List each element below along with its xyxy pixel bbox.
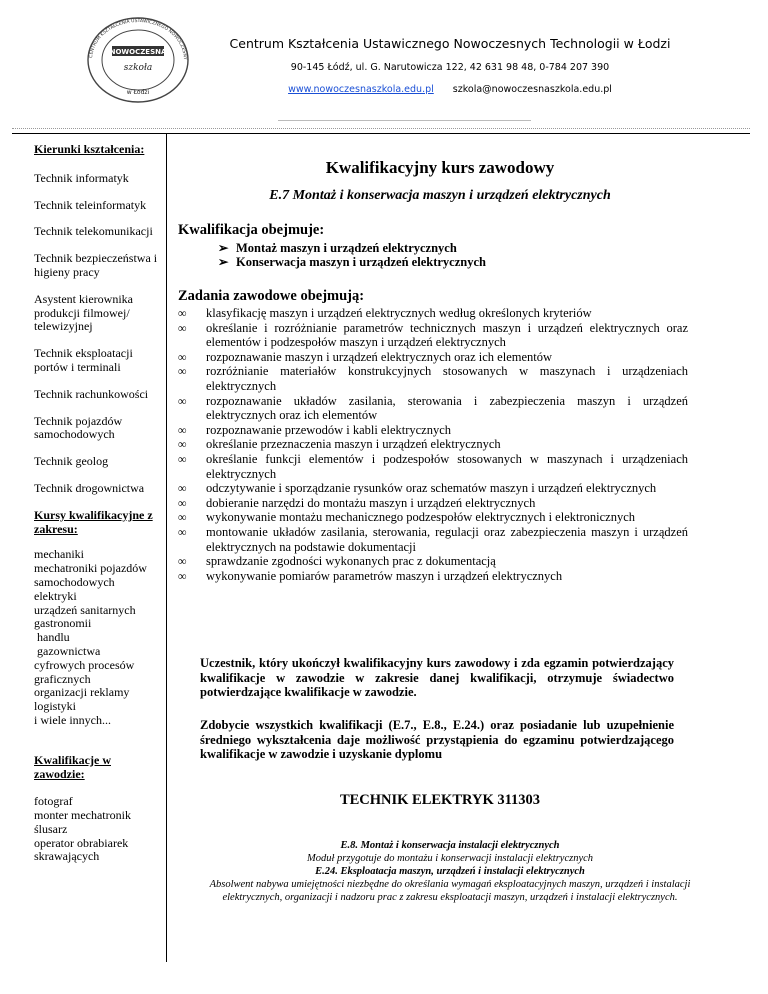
arrow-bullet-icon: ➢ — [218, 255, 229, 269]
infinity-bullet-icon: ∞ — [178, 495, 187, 510]
list-item-text: wykonywanie pomiarów parametrów maszyn i urządzeń elektrycznych — [206, 568, 563, 583]
qualification-item: monter mechatronik — [34, 808, 131, 823]
course-item: mechaniki — [34, 547, 84, 562]
header-rule — [12, 133, 750, 134]
course-item: i wiele innych... — [34, 712, 111, 727]
institution-name: Centrum Kształcenia Ustawicznego Nowoczesnych Technologii w Łodzi — [229, 36, 671, 51]
infinity-bullet-icon: ∞ — [178, 306, 187, 320]
course-item: gazownictwa — [34, 643, 101, 658]
list-item — [178, 394, 688, 423]
direction-item: Technik pojazdów samochodowych — [34, 413, 123, 442]
course-item: gastronomii — [34, 616, 92, 631]
list-item-text: rozpoznawanie układów zasilania, sterowania i zabezpieczenia maszyn i urządzeń elektrycznych oraz ich elementów — [206, 393, 688, 423]
qualification-heading: Kwalifikacja obejmuje: — [178, 222, 325, 238]
qualification-item: ślusarz — [34, 821, 68, 836]
direction-item: Asystent kierownika produkcji filmowej/ telewizyjnej — [34, 291, 133, 334]
list-item-text: klasyfikację maszyn i urządzeń elektrycznych według określonych kryteriów — [206, 306, 592, 320]
infinity-bullet-icon: ∞ — [178, 568, 187, 583]
list-item — [218, 241, 486, 255]
list-item-text: Montaż maszyn i urządzeń elektrycznych — [236, 241, 457, 255]
course-subtitle: E.7 Montaż i konserwacja maszyn i urządzeń elektrycznych — [269, 188, 611, 203]
direction-item: Technik informatyk — [34, 170, 129, 185]
direction-item: Technik drogownictwa — [34, 480, 145, 495]
list-item — [178, 569, 688, 584]
course-item: logistyki — [34, 699, 77, 714]
direction-item: Technik teleinformatyk — [34, 197, 147, 212]
infinity-bullet-icon: ∞ — [178, 554, 187, 569]
list-item — [178, 554, 688, 569]
infinity-bullet-icon: ∞ — [178, 524, 187, 539]
profession-title: TECHNIK ELEKTRYK 311303 — [339, 792, 541, 808]
list-item-text: Konserwacja maszyn i urządzeń elektrycznych — [236, 255, 486, 269]
list-item-text: określanie i rozróżnianie parametrów technicznych maszyn i urządzeń elektrycznych oraz elementów i podzespołów maszyn i urządzeń elektrycznych — [206, 320, 688, 350]
qualification-item: fotograf — [34, 794, 73, 809]
direction-item: Technik eksploatacji portów i terminali — [34, 346, 133, 374]
header-dotted-rule — [12, 128, 750, 129]
list-item — [178, 452, 688, 481]
infinity-bullet-icon: ∞ — [178, 481, 187, 496]
tasks-list — [178, 306, 688, 583]
course-item: mechatroniki pojazdów samochodowych — [34, 561, 147, 589]
list-item — [178, 364, 688, 393]
sidebar-divider — [166, 134, 167, 962]
directions-heading: Kierunki kształcenia: — [34, 142, 145, 156]
list-item — [178, 496, 688, 511]
list-item — [178, 437, 688, 452]
list-item — [178, 525, 688, 554]
courses-heading: Kursy kwalifikacyjne z zakresu: — [34, 507, 153, 536]
infinity-bullet-icon: ∞ — [178, 393, 187, 408]
list-item — [178, 423, 688, 438]
e8-title: E.8. Montaż i konserwacja instalacji elektrycznych — [340, 840, 560, 851]
email-text: szkola@nowoczesnaszkola.edu.pl — [452, 84, 612, 95]
tasks-heading: Zadania zawodowe obejmują: — [178, 288, 365, 304]
list-item-text: rozróżnianie materiałów konstrukcyjnych stosowanych w maszynach i urządzeniach elektrycznych — [206, 364, 688, 393]
qualifications-heading: Kwalifikacje w zawodzie: — [34, 752, 111, 781]
list-item-text: odczytywanie i sporządzanie rysunków oraz schematów maszyn i urządzeń elektrycznych — [206, 481, 657, 496]
course-item: elektryki — [34, 588, 77, 603]
e8-description: Moduł przygotuje do montażu i konserwacji instalacji elektrycznych — [306, 853, 594, 864]
course-item: organizacji reklamy — [34, 685, 130, 700]
list-item — [178, 510, 688, 525]
list-item — [178, 481, 688, 496]
infinity-bullet-icon: ∞ — [178, 510, 187, 525]
e24-description: Absolwent nabywa umiejętności niezbędne do określania wymagań eksploatacyjnych maszyn, urządzeń i instalacji elektrycznych, organizacji i nadzoru prac z zakresu eksploatacji maszyn, urządzeń i instalacji elektrycznych. — [209, 879, 691, 903]
infinity-bullet-icon: ∞ — [178, 437, 187, 452]
infinity-bullet-icon: ∞ — [178, 364, 187, 379]
list-item — [178, 306, 688, 321]
institution-address: 90-145 Łódź, ul. G. Narutowicza 122, 42 631 98 48, 0-784 207 390 — [290, 62, 610, 73]
e24-title: E.24. Eksploatacja maszyn, urządzeń i instalacji elektrycznych — [315, 866, 585, 877]
arrow-bullet-icon: ➢ — [218, 241, 229, 255]
sidebar — [34, 143, 160, 864]
infinity-bullet-icon: ∞ — [178, 451, 187, 466]
header-short-rule — [278, 120, 531, 121]
certificate-paragraph: Uczestnik, który ukończył kwalifikacyjny kurs zawodowy i zda egzamin potwierdzający kwalifikacje w zawodzie w zakresie danej kwalifikacji, otrzymuje świadectwo potwierdzające kwalifikacje w zawodzie. — [200, 656, 674, 700]
list-item-text: sprawdzanie zgodności wykonanych prac z dokumentacją — [206, 554, 496, 569]
course-item: cyfrowych procesów graficznych — [34, 657, 135, 686]
qualification-item: operator obrabiarek skrawających — [34, 835, 129, 864]
infinity-bullet-icon: ∞ — [178, 320, 187, 335]
school-logo — [82, 14, 194, 106]
infinity-bullet-icon: ∞ — [178, 349, 187, 364]
course-item: handlu — [34, 630, 70, 645]
direction-item: Technik geolog — [34, 454, 109, 469]
logo-line1: NOWOCZESNA — [109, 48, 167, 56]
list-item-text: rozpoznawanie przewodów i kabli elektrycznych — [206, 422, 452, 437]
list-item — [218, 255, 486, 269]
list-item-text: montowanie układów zasilania, sterowania, regulacji oraz zabezpieczenia maszyn i urządzeń elektrycznych na podstawie dokumentacji — [206, 524, 688, 554]
direction-item: Technik rachunkowości — [34, 386, 149, 401]
list-item — [178, 321, 688, 350]
list-item-text: określanie przeznaczenia maszyn i urządzeń elektrycznych — [206, 437, 501, 452]
course-item: urządzeń sanitarnych — [34, 602, 136, 617]
website-link[interactable]: www.nowoczesnaszkola.edu.pl — [288, 84, 434, 95]
list-item — [178, 350, 688, 365]
diploma-paragraph: Zdobycie wszystkich kwalifikacji (E.7., E.8., E.24.) oraz posiadanie lub uzupełnienie średniego wykształcenia daje możliwość przystąpienia do egzaminu potwierdzającego kwalifikacje w zawodzie i uzyskanie dyplomu — [200, 718, 674, 762]
logo-city: w Łodzi — [126, 89, 150, 96]
direction-item: Technik bezpieczeństwa i higieny pracy — [34, 251, 158, 279]
qualification-list — [218, 241, 486, 269]
contact-links — [200, 84, 700, 95]
list-item-text: rozpoznawanie maszyn i urządzeń elektrycznych oraz ich elementów — [206, 349, 553, 364]
logo-ring-text: CENTRUM KSZTAŁCENIA USTAWICZNEGO NOWOCZESNY — [89, 18, 188, 60]
direction-item: Technik telekomunikacji — [34, 224, 153, 239]
logo-line2: szkoła — [123, 63, 153, 73]
list-item-text: wykonywanie montażu mechanicznego podzespołów elektrycznych i elektronicznych — [206, 510, 636, 525]
list-item-text: określanie funkcji elementów i podzespołów stosowanych w maszynach i urządzeniach elektrycznych — [206, 451, 688, 481]
infinity-bullet-icon: ∞ — [178, 422, 187, 437]
course-title: Kwalifikacyjny kurs zawodowy — [325, 158, 555, 177]
list-item-text: dobieranie narzędzi do montażu maszyn i urządzeń elektrycznych — [206, 495, 536, 510]
